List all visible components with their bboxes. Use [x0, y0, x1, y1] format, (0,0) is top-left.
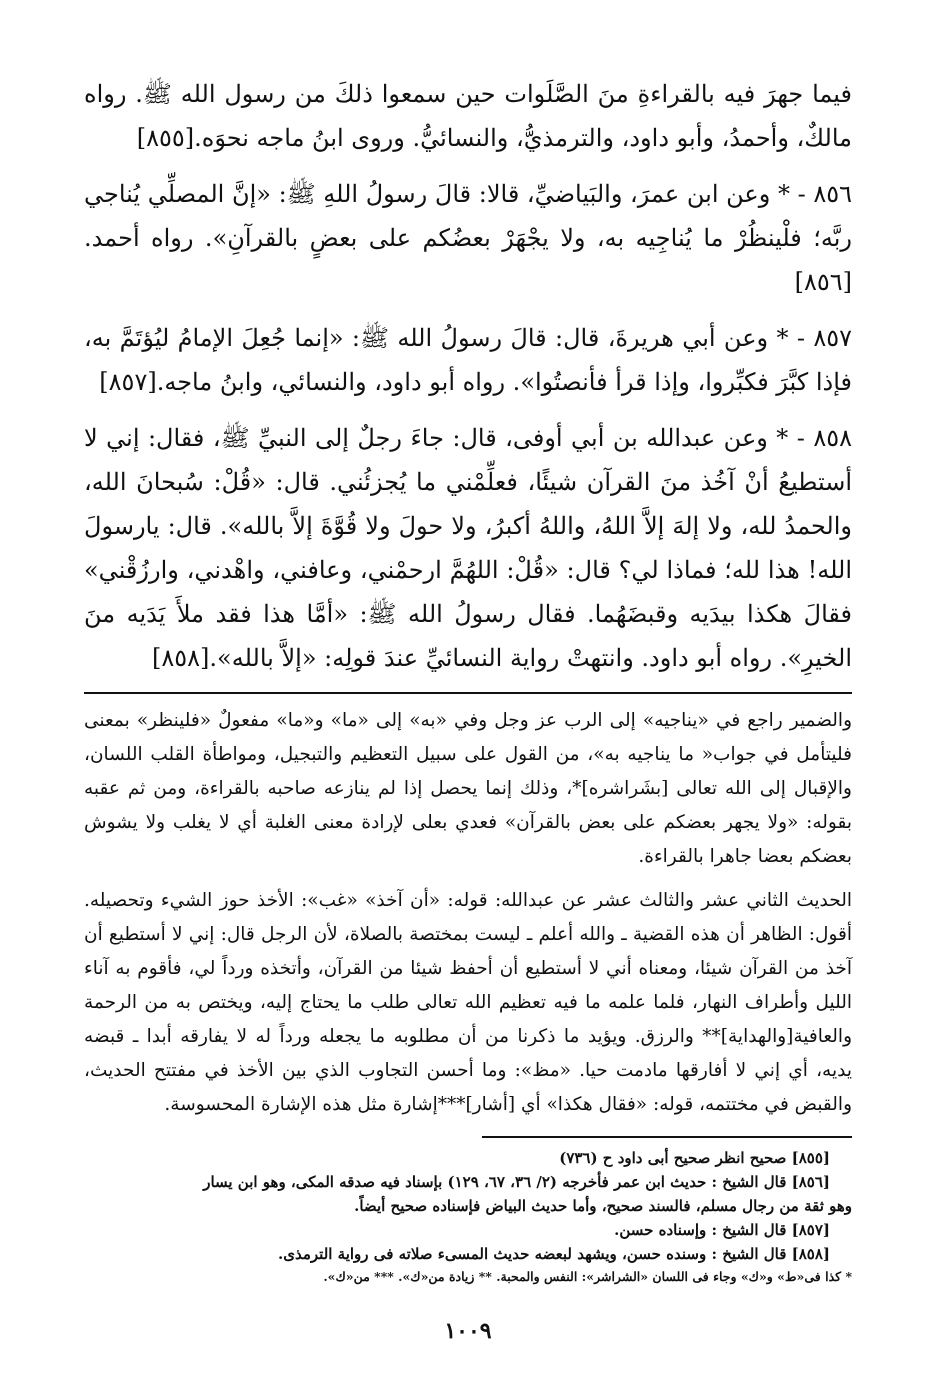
footnote-856-continued: وهو ثقة من رجال مسلم، فالسند صحيح، وأما حديث البياض فإسناده صحيح أيضاً.: [354, 1197, 852, 1215]
footnote-856: [٨٥٦] قال الشيخ : حديث ابن عمر فأخرجه (٢/ ٣٦، ٦٧، ١٢٩) بإسناد فيه صدقه المكى، وهو ابن يسار: [203, 1173, 830, 1191]
hadith-855-text: فيما جهرَ فيه بالقراءةِ منَ الصَّلَوات حين سمعوا ذلكَ من رسول الله ﷺ. رواه مالكٌ، وأحمدُ، وأبو داود، والترمذيُّ، والنسائيُّ. وروى ابنُ ماجه نحوَه.[٨٥٥]: [84, 80, 852, 152]
footnote-star-notes: * كذا فى«ط» و«ك» وجاء فى اللسان «الشراشر»: النفس والمحبة. ** زيادة من«ك». *** من«ك».: [323, 1269, 852, 1284]
page-number: ١٠٠٩: [444, 1318, 492, 1344]
commentary-paragraph-2: الحديث الثاني عشر والثالث عشر عن عبدالله: قوله: «أن آخذ» «غب»: الأخذ حوز الشيء وتحصيله. أقول: الظاهر أن هذه القضية ـ والله أعلم ـ ليست بمختصة بالصلاة، لأن الرجل قال: إني لا أستطيع أن آخذ من القرآن شيئا، ومعناه أني لا أستطيع أن أحفظ شيئا من القرآن، وأتخذه ورداً لي، فأقوم به آناء الليل وأطراف النهار، فلما علمه ما فيه تعظيم الله تعالى طلب ما يحتاج إليه، ويختص به من الرحمة والعافية[والهداية]** والرزق. ويؤيد ما ذكرنا من أن مطلوبه ما يجعله ورداً له لا يفارقه أبدا ـ قبضه يديه، أي إني لا أفارقها مادمت حيا. «مظ»: وما أحسن التجاوب الذي بين الأخذ في مفتتح الحديث، والقبض في مختتمه، قوله: «فقال هكذا» أي [أشار]***إشارة مثل هذه الإشارة المحسوسة.: [84, 890, 852, 1115]
commentary-section: [84, 704, 852, 1122]
footnotes-section: [84, 1146, 852, 1288]
hadith-858-text: ٨٥٨ - * وعن عبدالله بن أبي أوفى، قال: جاءَ رجلٌ إلى النبيِّ ﷺ، فقال: إني لا أستطيعُ أنْ آخُذ منَ القرآن شيئًا، فعلِّمْني ما يُجزئُني. قال: «قُلْ: سُبحانَ الله، والحمدُ لله، ولا إلهَ إلاَّ اللهُ، واللهُ أكبرُ، ولا حولَ ولا قُوَّةَ إلاَّ بالله». قال: يارسولَ الله! هذا لله؛ فماذا لي؟ قال: «قُلْ: اللهُمَّ ارحمْني، وعافني، واهْدني، وارزُقْني» فقالَ هكذا بيدَيه وقبضَهُما. فقال رسولُ الله ﷺ: «أمَّا هذا فقد ملأَ يَدَيه منَ الخيرِ». رواه أبو داود. وانتهتْ رواية النسائيِّ عندَ قولِه: «إلاَّ بالله».[٨٥٨]: [84, 424, 852, 672]
footnote-858: [٨٥٨] قال الشيخ : وسنده حسن، ويشهد لبعضه حديث المسىء صلاته فى رواية الترمذى.: [278, 1245, 830, 1263]
footnote-855: [٨٥٥] صحيح انظر صحيح أبى داود ح (٧٣٦): [559, 1149, 830, 1167]
main-divider: [84, 692, 852, 694]
footnote-divider: [482, 1136, 852, 1138]
footnote-857: [٨٥٧] قال الشيخ : وإسناده حسن.: [614, 1221, 830, 1239]
commentary-paragraph-1: والضمير راجع في «يناجيه» إلى الرب عز وجل وفي «به» إلى «ما» و«ما» مفعولٌ «فلينظر» بمعنى فليتأمل في جواب« ما يناجيه به»، من القول على سبيل التعظيم والتبجيل، ومواطأة القلب اللسان، والإقبال إلى الله تعالى [بشَراشره]*، وذلك إنما يحصل إذا لم ينازعه صاحبه بالقراءة، ومن ثم عقبه بقوله: «ولا يجهر بعضكم على بعض بالقرآن» فعدي بعلى لإرادة معنى الغلبة أي لا يغلب ولا يشوش بعضكم بعضا جاهرا بالقراءة.: [84, 710, 852, 867]
hadith-857-text: ٨٥٧ - * وعن أبي هريرةَ، قال: قالَ رسولُ الله ﷺ: «إنما جُعِلَ الإمامُ ليُؤتَمَّ به، فإذا كبَّرَ فكبِّروا، وإذا قرأ فأنصتُوا». رواه أبو داود، والنسائي، وابنُ ماجه.[٨٥٧]: [84, 324, 852, 396]
hadith-856-text: ٨٥٦ - * وعن ابن عمرَ، والبَياضيِّ، قالا: قالَ رسولُ اللهِ ﷺ: «إنَّ المصلِّي يُناجي ربَّه؛ فلْينظُرْ ما يُناجِيه به، ولا يجْهَرْ بعضُكم على بعضٍ بالقرآنِ». رواه أحمد.[٨٥٦]: [84, 180, 852, 296]
hadith-section: [84, 72, 852, 680]
